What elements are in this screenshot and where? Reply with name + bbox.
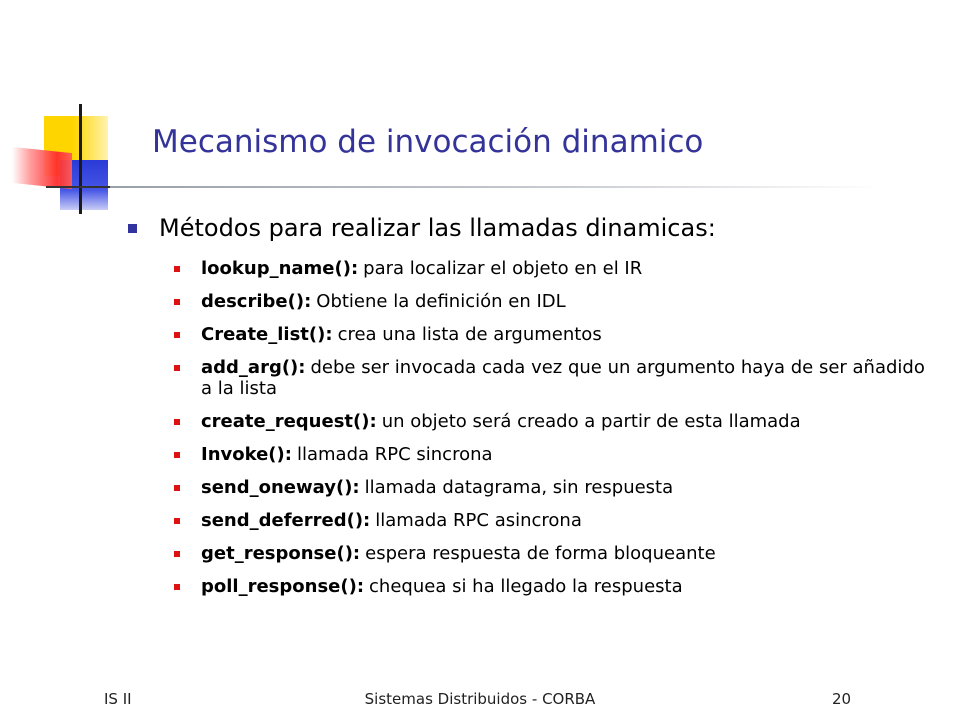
list-item (174, 444, 934, 465)
square-bullet-icon (128, 224, 137, 233)
list-item (174, 510, 934, 531)
method-name: add_arg(): (201, 357, 306, 378)
red-bullet-icon (174, 584, 180, 590)
list-item (174, 324, 934, 345)
method-description: debe ser invocada cada vez que un argumento haya de ser añadido a la lista (201, 357, 925, 399)
method-description: chequea si ha llegado la respuesta (369, 576, 683, 597)
lead-bullet (128, 214, 716, 242)
method-description: llamada datagrama, sin respuesta (364, 477, 674, 498)
list-item (174, 477, 934, 498)
decorative-red-shape (12, 147, 72, 189)
slide-title: Mecanismo de invocación dinamico (152, 124, 704, 160)
method-description: espera respuesta de forma bloqueante (365, 543, 716, 564)
method-list (174, 258, 934, 609)
method-name: Create_list(): (201, 324, 333, 345)
red-bullet-icon (174, 266, 180, 272)
method-name: send_oneway(): (201, 477, 360, 498)
method-name: describe(): (201, 291, 312, 312)
red-bullet-icon (174, 485, 180, 491)
red-bullet-icon (174, 452, 180, 458)
method-description: llamada RPC asincrona (375, 510, 582, 531)
footer-course: IS II (104, 690, 132, 708)
method-name: get_response(): (201, 543, 361, 564)
decorative-horizontal-line (46, 186, 110, 188)
method-description: llamada RPC sincrona (296, 444, 493, 465)
title-underline (110, 186, 880, 188)
list-item (174, 258, 934, 279)
page-number: 20 (832, 690, 852, 708)
list-item (174, 576, 934, 597)
red-bullet-icon (174, 518, 180, 524)
list-item (174, 291, 934, 312)
list-item (174, 411, 934, 432)
lead-text: Métodos para realizar las llamadas dinamicas: (159, 214, 716, 242)
list-item (174, 543, 934, 564)
red-bullet-icon (174, 332, 180, 338)
method-description: para localizar el objeto en el IR (363, 258, 643, 279)
method-name: send_deferred(): (201, 510, 371, 531)
method-name: Invoke(): (201, 444, 292, 465)
method-name: create_request(): (201, 411, 377, 432)
method-name: poll_response(): (201, 576, 365, 597)
method-description: Obtiene la definición en IDL (316, 291, 566, 312)
red-bullet-icon (174, 299, 180, 305)
method-description: crea una lista de argumentos (337, 324, 602, 345)
decorative-vertical-line (79, 104, 82, 214)
red-bullet-icon (174, 365, 180, 371)
red-bullet-icon (174, 419, 180, 425)
red-bullet-icon (174, 551, 180, 557)
method-description: un objeto será creado a partir de esta llamada (381, 411, 801, 432)
footer-title: Sistemas Distribuidos - CORBA (364, 690, 596, 708)
method-name: lookup_name(): (201, 258, 359, 279)
list-item (174, 357, 934, 399)
